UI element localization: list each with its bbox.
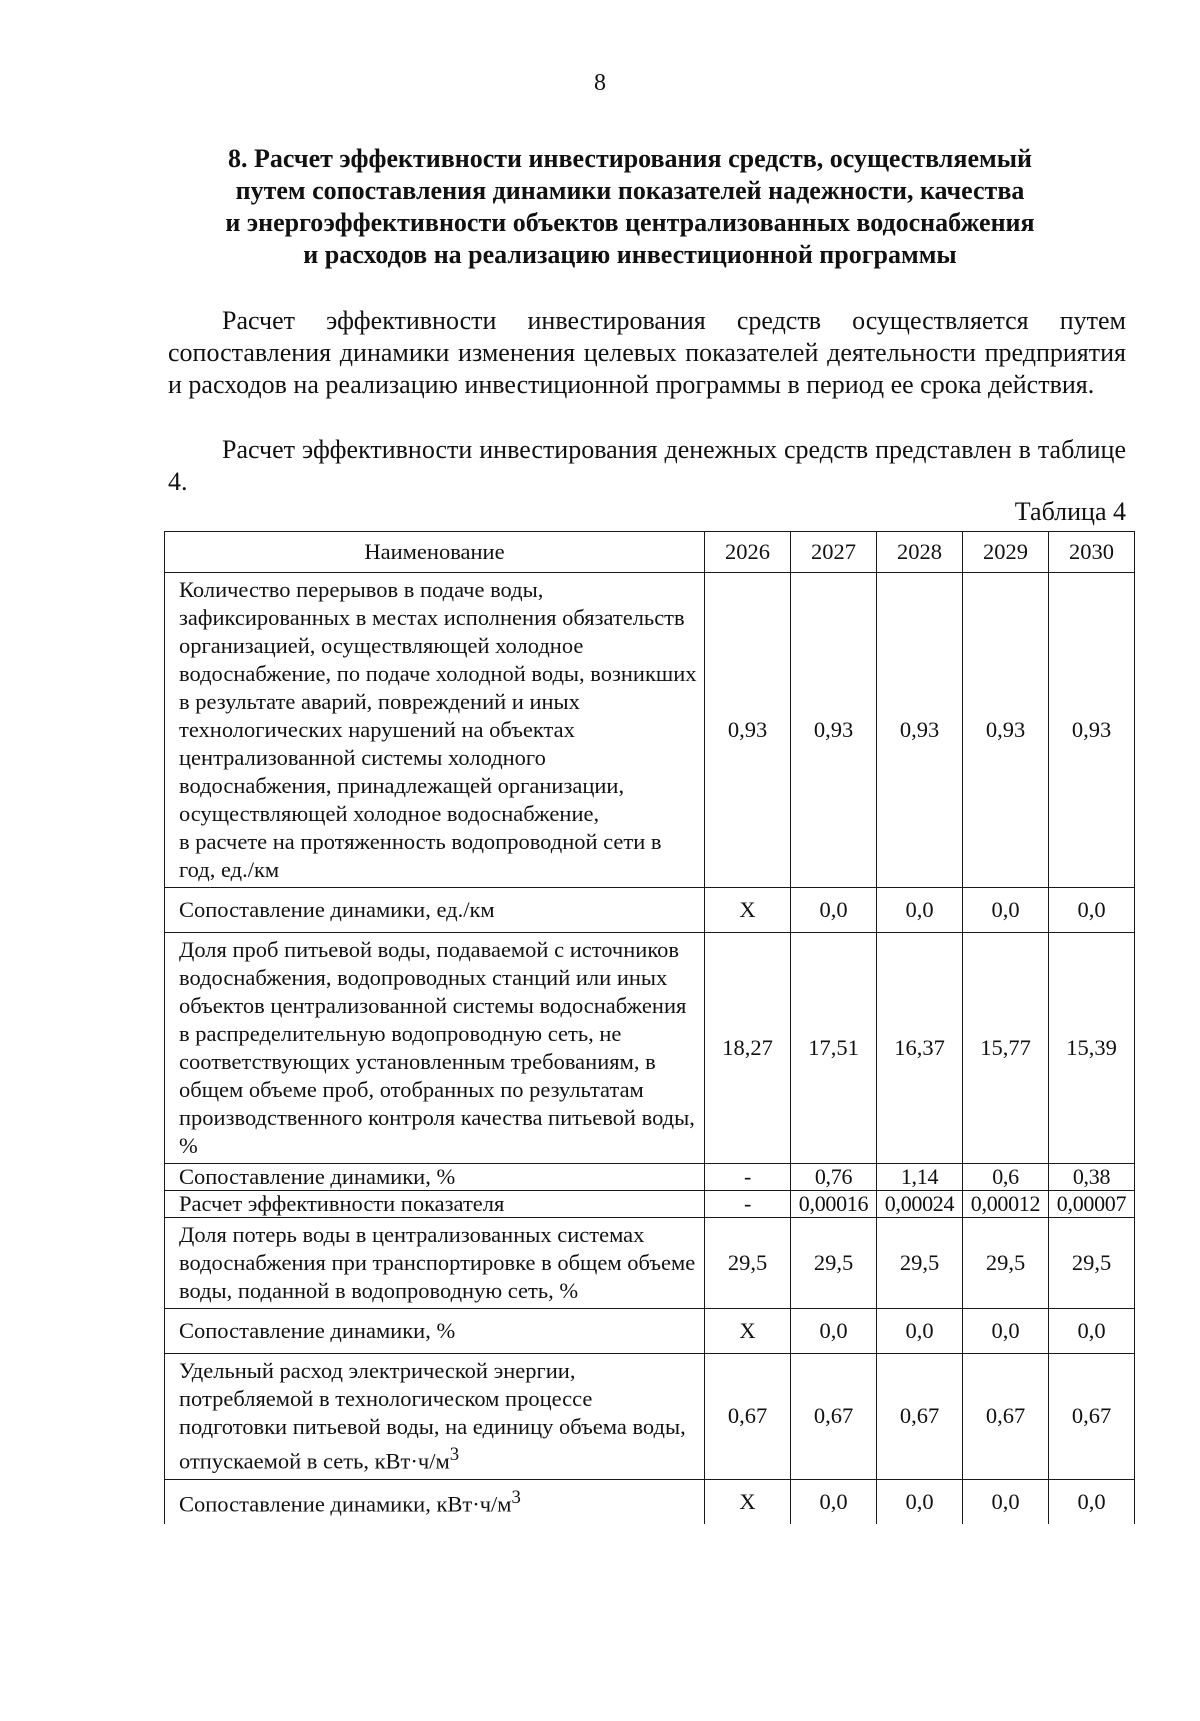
table-cell: Х [705,1479,791,1524]
row-name: Доля потерь воды в централизованных системах водоснабжения при транспортировке в общем объеме воды, поданной в водопроводную сеть, % [165,1218,705,1309]
table-cell: 15,39 [1049,933,1135,1164]
body-paragraph: Расчет эффективности инвестирования средств осуществляется путем сопоставления динамики изменения целевых показателей деятельности предприятия и расходов на реализацию инвестиционной программы в период ее срока действия. [168,306,1126,399]
table-cell: 0,0 [877,1309,963,1354]
table-cell: 0,0 [1049,1479,1135,1524]
column-header-year: 2027 [791,532,877,573]
column-header-year: 2029 [963,532,1049,573]
table-cell: 0,67 [963,1354,1049,1480]
row-name: Доля проб питьевой воды, подаваемой с источников водоснабжения, водопроводных станций или иных объектов централизованной системы водоснабжения в распределительную водопроводную сеть, не соответствующих установленным требованиям, в общем объеме проб, отобранных по результатам производственного контроля качества питьевой воды, % [165,933,705,1164]
page-number: 8 [594,70,606,96]
table-cell: 0,00012 [963,1191,1049,1218]
table-cell: 29,5 [791,1218,877,1309]
unit-superscript: 3 [449,1444,460,1465]
row-name-text-tail: в расчете на протяженность водопроводной сети в год, ед./км [179,829,662,882]
table-cell: 0,0 [963,1309,1049,1354]
table-cell: 0,67 [1049,1354,1135,1480]
table-cell: 0,67 [877,1354,963,1480]
row-name [165,573,705,888]
table-cell: 0,67 [791,1354,877,1480]
table-cell: 0,0 [1049,888,1135,933]
table-row [165,1164,1135,1191]
table-cell: 0,0 [1049,1309,1135,1354]
table-cell: 16,37 [877,933,963,1164]
table-cell: Х [705,888,791,933]
table-cell: 0,67 [705,1354,791,1480]
table-cell: 0,0 [963,888,1049,933]
table-row [165,888,1135,933]
table-cell: 29,5 [963,1218,1049,1309]
row-name: Сопоставление динамики, % [165,1164,705,1191]
table-cell: 0,0 [963,1479,1049,1524]
heading-line: путем сопоставления динамики показателей надежности, качества [235,176,1025,205]
body-paragraph: Расчет эффективности инвестирования денежных средств представлен в таблице 4. [168,435,1126,496]
table-row [165,1309,1135,1354]
table-cell: 0,00024 [877,1191,963,1218]
table-cell: 0,0 [877,888,963,933]
table-cell: Х [705,1309,791,1354]
unit-superscript: 3 [511,1487,521,1509]
heading-line: и расходов на реализацию инвестиционной программы [303,240,957,269]
table-row [165,1479,1135,1524]
table-caption: Таблица 4 [1014,497,1126,526]
column-header-year: 2030 [1049,532,1135,573]
table-cell: 0,93 [791,573,877,888]
section-heading [170,143,1090,271]
table-row [165,1218,1135,1309]
row-name: Сопоставление динамики, ед./км [165,888,705,933]
table-cell: - [705,1164,791,1191]
table-header-row [165,532,1135,573]
row-name-text: Количество перерывов в подаче воды, зафиксированных в местах исполнения обязательств организацией, осуществляющей холодное водоснабжение, по подаче холодной воды, возникших в результате аварий, повреждений и иных технологических нарушений на объектах централизованной системы холодного водоснабжения, принадлежащей организации, осуществляющей холодное водоснабжение, [179,577,697,826]
table-cell: 29,5 [1049,1218,1135,1309]
table-cell: 18,27 [705,933,791,1164]
table-cell: 0,93 [963,573,1049,888]
table-cell: 29,5 [877,1218,963,1309]
row-name-text: Удельный расход электрической энергии, потребляемой в технологическом процессе подготовки питьевой воды, на единицу объема воды, отпускаемой в сеть, кВт·ч/м [179,1358,686,1474]
table-cell: 0,0 [791,888,877,933]
table-cell: 0,0 [791,1309,877,1354]
table-cell: 0,93 [1049,573,1135,888]
table-cell: 17,51 [791,933,877,1164]
table-cell: 0,00016 [791,1191,877,1218]
row-name-text: Сопоставление динамики, кВт·ч/м [179,1491,512,1517]
table-row [165,933,1135,1164]
table-cell: 29,5 [705,1218,791,1309]
column-header-year: 2026 [705,532,791,573]
table-row [165,1354,1135,1480]
table-row [165,573,1135,888]
table-cell: 0,76 [791,1164,877,1191]
table-cell: 0,93 [877,573,963,888]
row-name [165,1354,705,1480]
table-cell: 0,38 [1049,1164,1135,1191]
heading-line: 8. Расчет эффективности инвестирования средств, осуществляемый [228,144,1032,173]
row-name [165,1479,705,1524]
table-cell: 1,14 [877,1164,963,1191]
column-header-name: Наименование [165,532,705,573]
table-cell: 0,6 [963,1164,1049,1191]
table-cell: 15,77 [963,933,1049,1164]
table-row [165,1191,1135,1218]
indicators-table [164,531,1135,1524]
row-name: Расчет эффективности показателя [165,1191,705,1218]
table-cell: - [705,1191,791,1218]
heading-line: и энергоэффективности объектов централизованных водоснабжения [225,208,1035,237]
table-cell: 0,0 [877,1479,963,1524]
table-cell: 0,93 [705,573,791,888]
row-name: Сопоставление динамики, % [165,1309,705,1354]
column-header-year: 2028 [877,532,963,573]
table-cell: 0,0 [791,1479,877,1524]
table-cell: 0,00007 [1049,1191,1135,1218]
